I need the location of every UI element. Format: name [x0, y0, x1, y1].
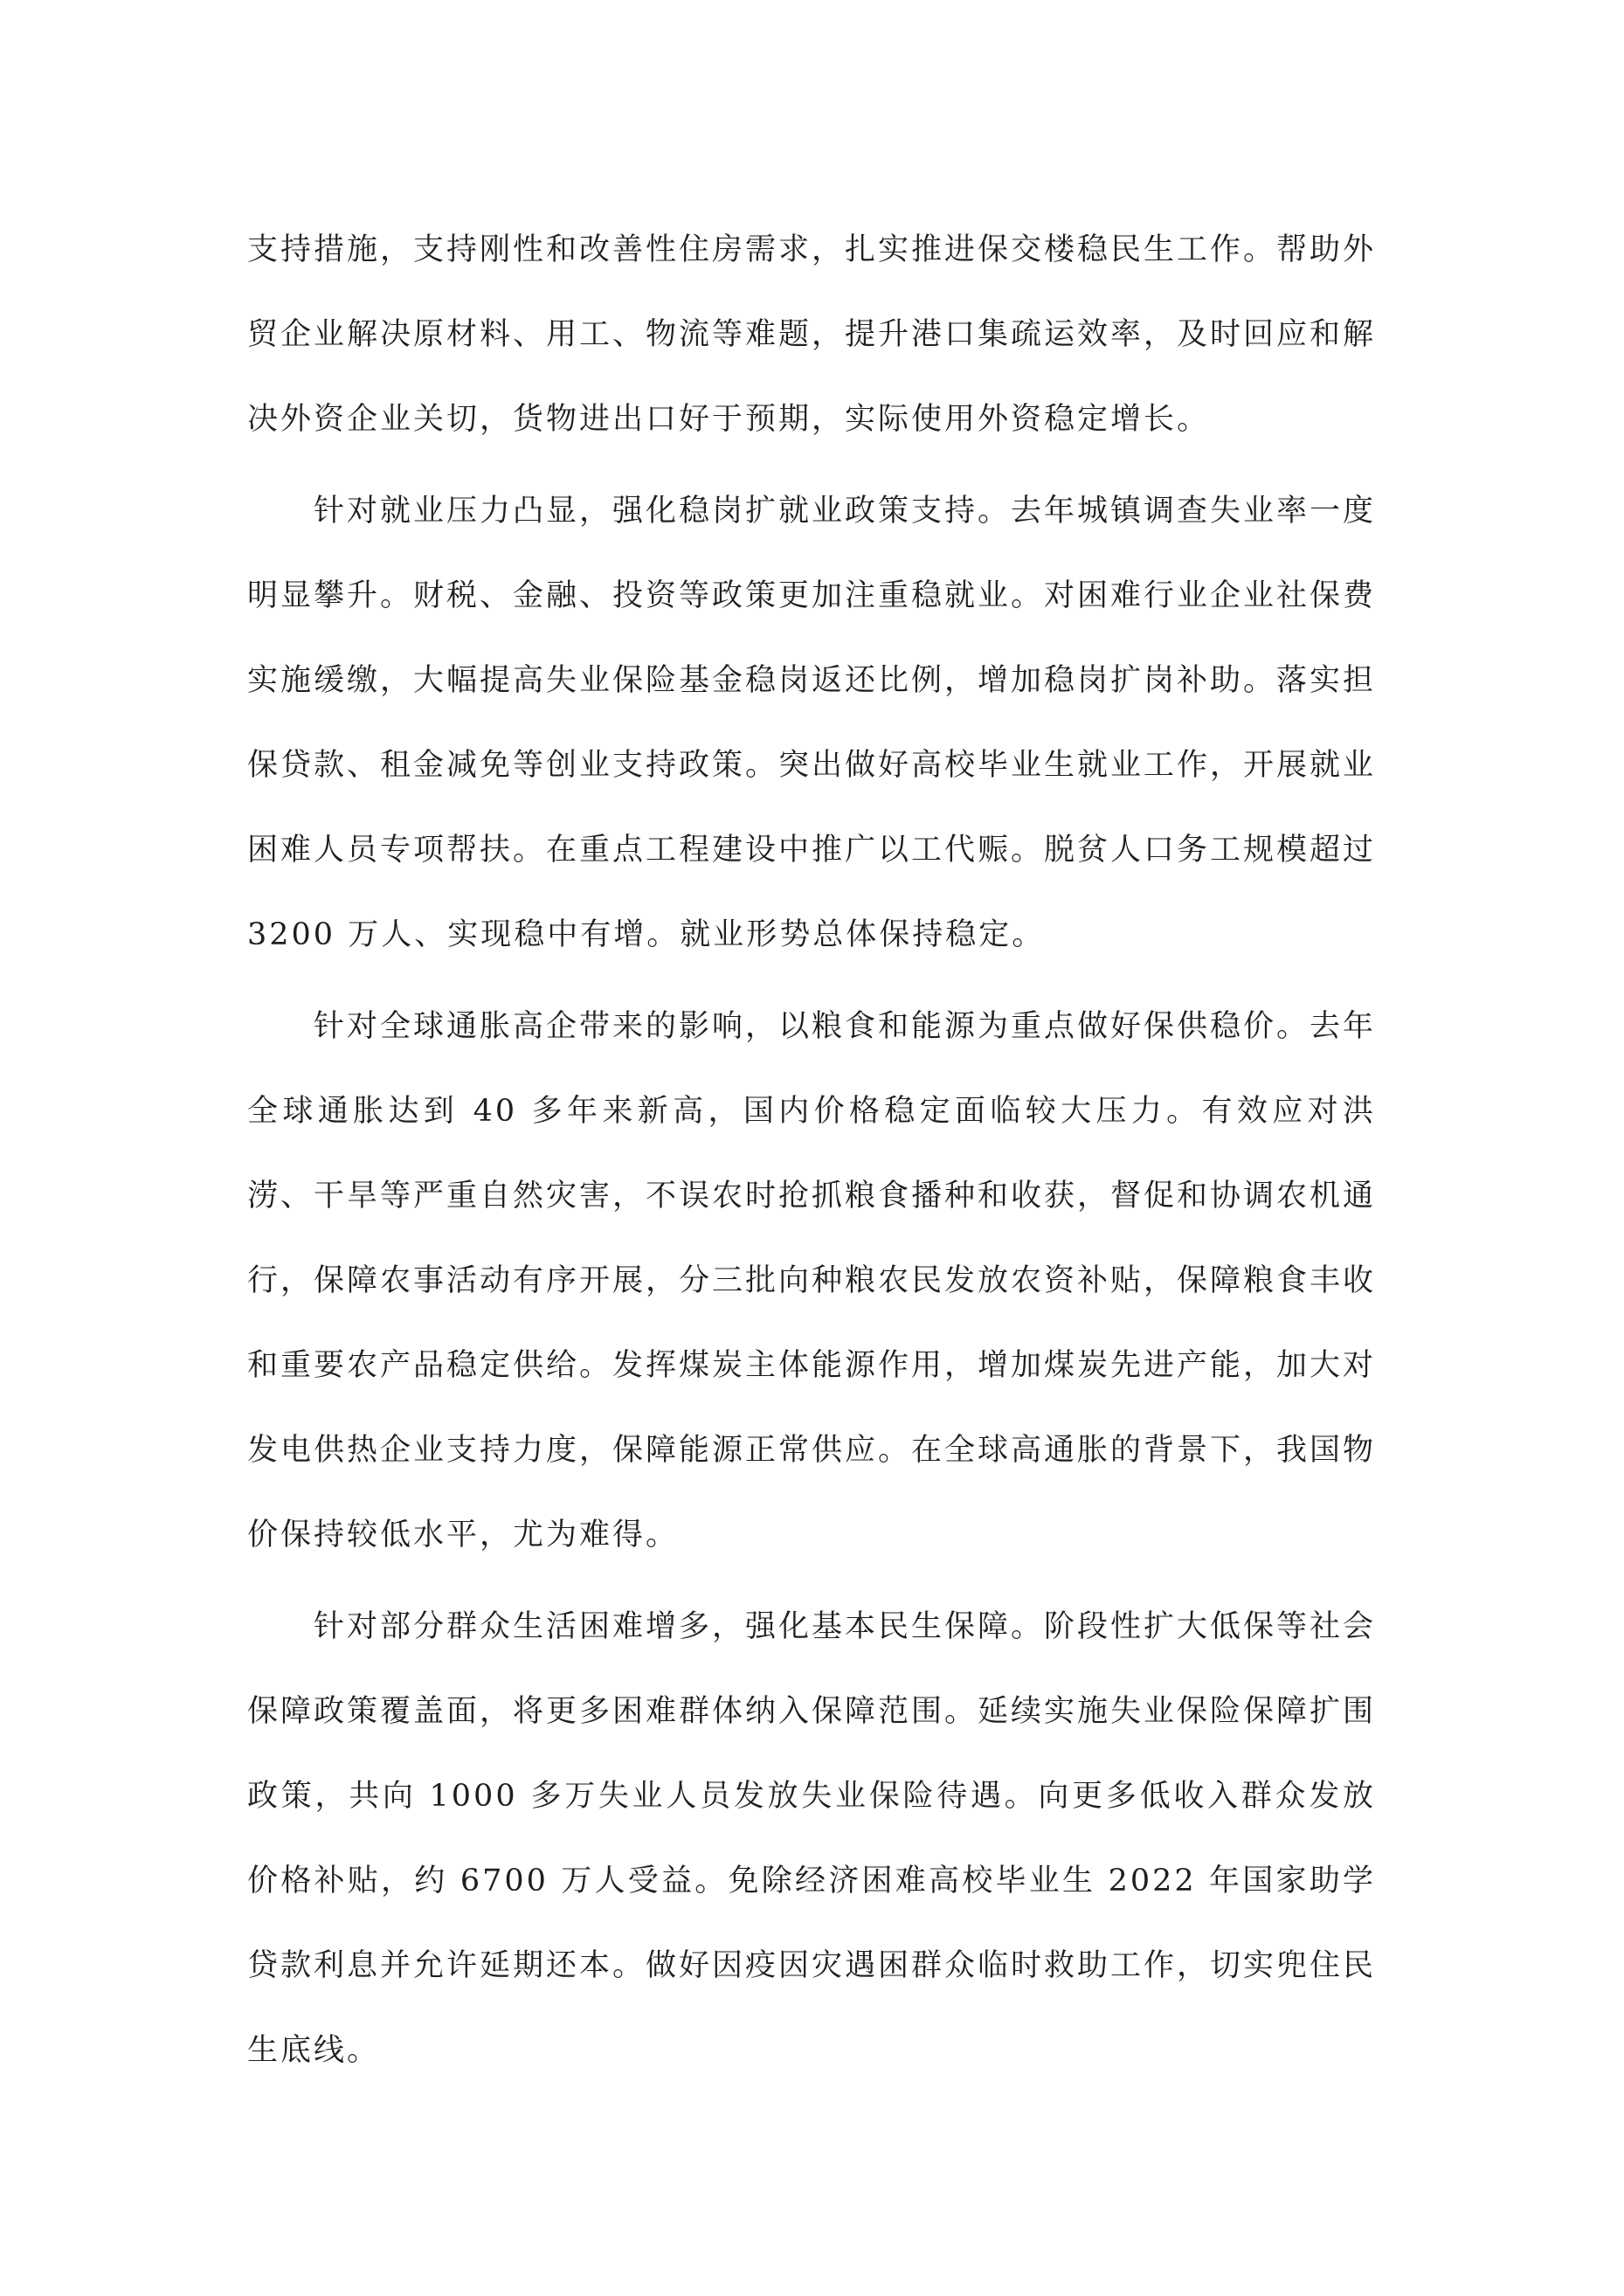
- document-body: [247, 208, 1376, 2093]
- paragraph-employment: 针对就业压力凸显，强化稳岗扩就业政策支持。去年城镇调查失业率一度明显攀升。财税、金融、投资等政策更加注重稳就业。对困难行业企业社保费实施缓缴，大幅提高失业保险基金稳岗返还比例，增加稳岗扩岗补助。落实担保贷款、租金减免等创业支持政策。突出做好高校毕业生就业工作，开展就业困难人员专项帮扶。在重点工程建设中推广以工代赈。脱贫人口务工规模超过 3200 万人、实现稳中有增。就业形势总体保持稳定。: [247, 494, 1377, 952]
- paragraph-livelihood: 针对部分群众生活困难增多，强化基本民生保障。阶段性扩大低保等社会保障政策覆盖面，将更多困难群体纳入保障范围。延续实施失业保险保障扩围政策，共向 1000 多万失业人员发放失业保险待遇。向更多低收入群众发放价格补贴，约 6700 万人受益。免除经济困难高校毕业生 2022 年国家助学贷款利息并允许延期还本。做好因疫因灾遇困群众临时救助工作，切实兜住民生底线。: [247, 1609, 1377, 2068]
- paragraph-price-stability: 针对全球通胀高企带来的影响，以粮食和能源为重点做好保供稳价。去年全球通胀达到 40 多年来新高，国内价格稳定面临较大压力。有效应对洪涝、干旱等严重自然灾害，不误农时抢抓粮食播种和收获，督促和协调农机通行，保障农事活动有序开展，分三批向种粮农民发放农资补贴，保障粮食丰收和重要农产品稳定供给。发挥煤炭主体能源作用，增加煤炭先进产能，加大对发电供热企业支持力度，保障能源正常供应。在全球高通胀的背景下，我国物价保持较低水平，尤为难得。: [247, 1009, 1377, 1553]
- paragraph-continued: 支持措施，支持刚性和改善性住房需求，扎实推进保交楼稳民生工作。帮助外贸企业解决原材料、用工、物流等难题，提升港口集疏运效率，及时回应和解决外资企业关切，货物进出口好于预期，实际使用外资稳定增长。: [247, 232, 1377, 437]
